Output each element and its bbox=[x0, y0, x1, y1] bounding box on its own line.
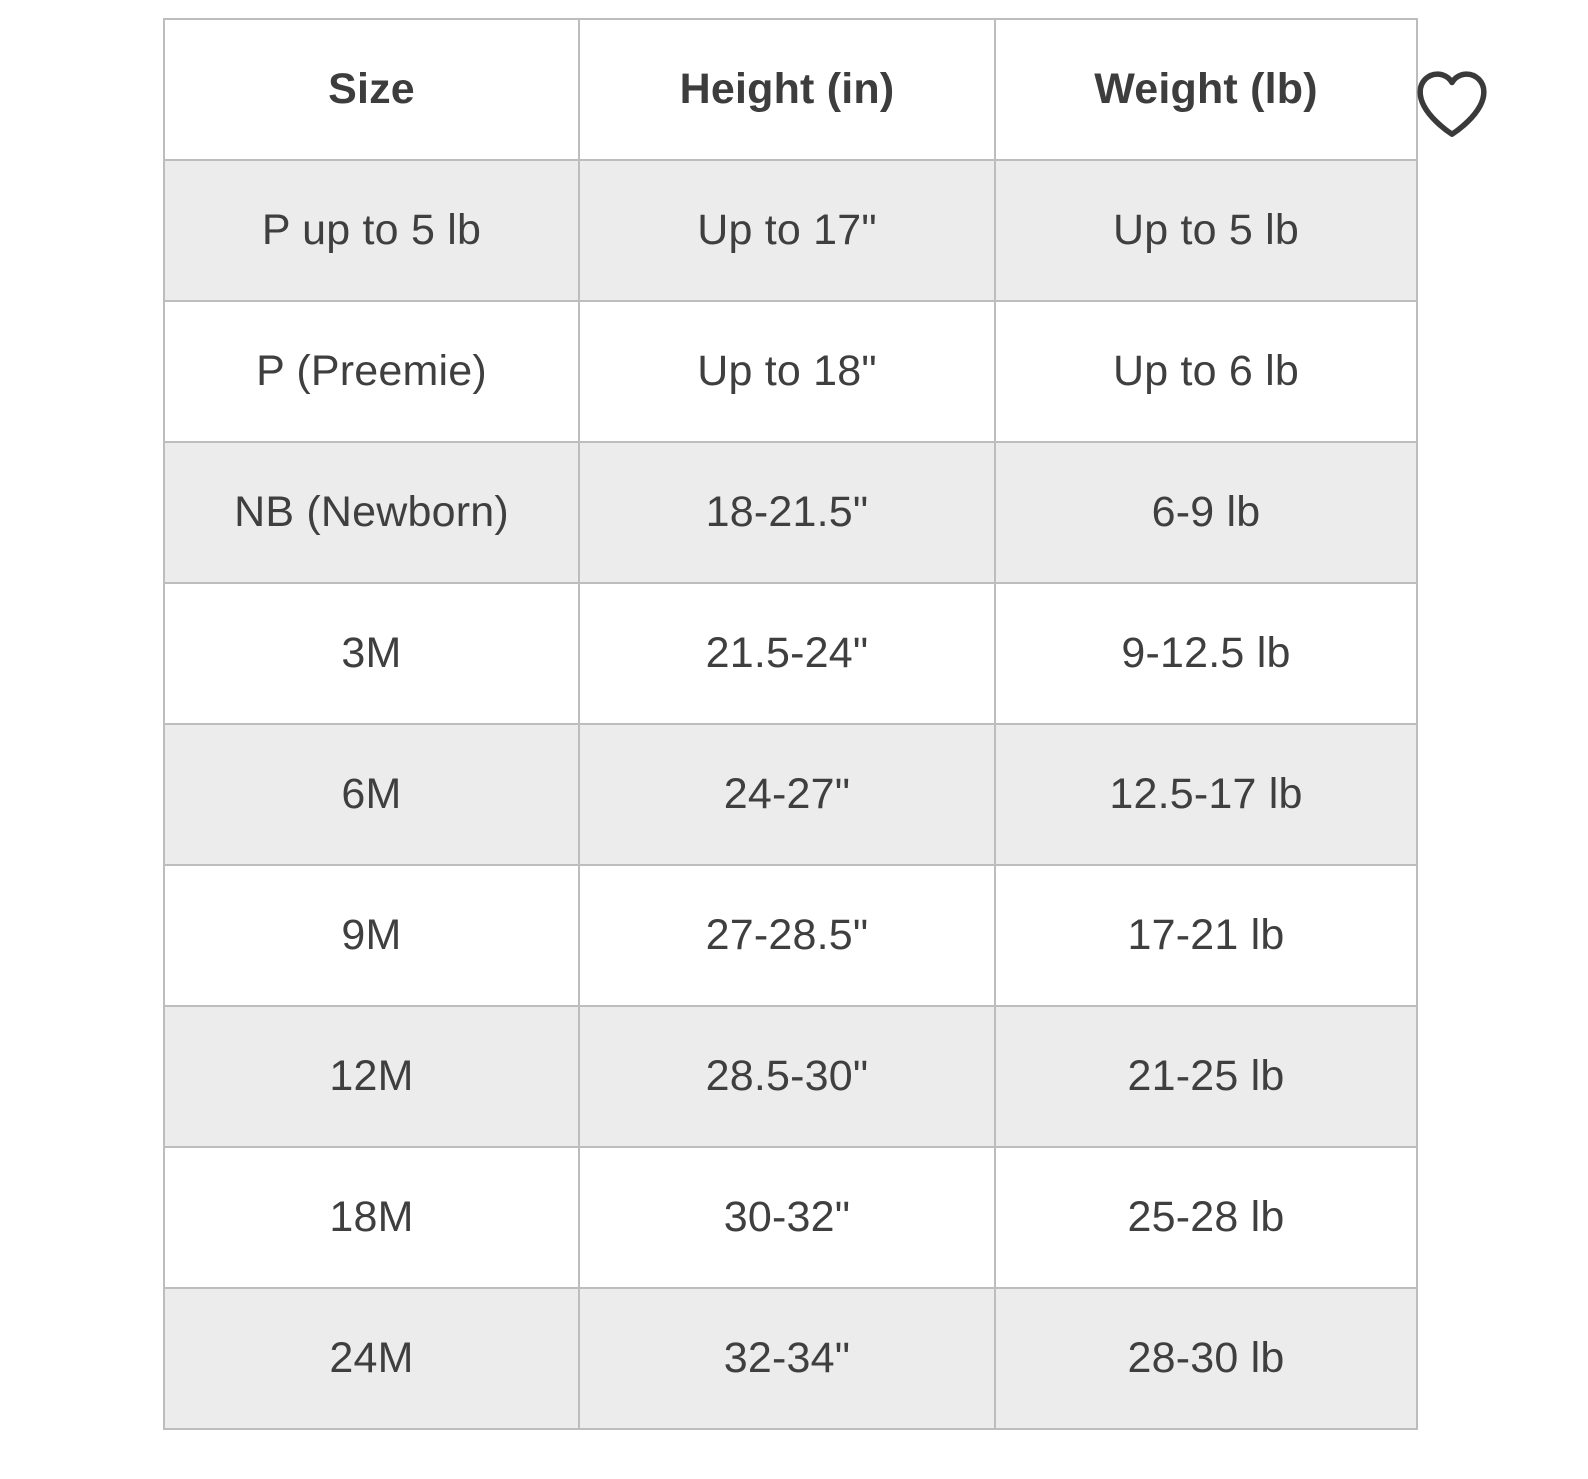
cell-height: 24-27" bbox=[579, 724, 995, 865]
size-chart-header bbox=[164, 19, 1417, 160]
cell-weight: Up to 6 lb bbox=[995, 301, 1417, 442]
cell-height: 30-32" bbox=[579, 1147, 995, 1288]
cell-weight: 21-25 lb bbox=[995, 1006, 1417, 1147]
header-row bbox=[164, 19, 1417, 160]
table-row bbox=[164, 160, 1417, 301]
size-chart-table bbox=[163, 18, 1418, 1430]
cell-weight: 17-21 lb bbox=[995, 865, 1417, 1006]
cell-size: 9M bbox=[164, 865, 579, 1006]
cell-weight: 12.5-17 lb bbox=[995, 724, 1417, 865]
cell-weight: 28-30 lb bbox=[995, 1288, 1417, 1429]
favorite-button[interactable] bbox=[1412, 66, 1492, 140]
cell-size: 6M bbox=[164, 724, 579, 865]
cell-weight: 25-28 lb bbox=[995, 1147, 1417, 1288]
table-row bbox=[164, 1006, 1417, 1147]
header-height: Height (in) bbox=[579, 19, 995, 160]
cell-height: 18-21.5" bbox=[579, 442, 995, 583]
size-chart-body bbox=[164, 160, 1417, 1429]
table-row bbox=[164, 724, 1417, 865]
cell-height: 21.5-24" bbox=[579, 583, 995, 724]
cell-size: 3M bbox=[164, 583, 579, 724]
cell-height: 32-34" bbox=[579, 1288, 995, 1429]
cell-height: Up to 17" bbox=[579, 160, 995, 301]
cell-weight: 9-12.5 lb bbox=[995, 583, 1417, 724]
cell-height: 27-28.5" bbox=[579, 865, 995, 1006]
cell-weight: Up to 5 lb bbox=[995, 160, 1417, 301]
cell-size: NB (Newborn) bbox=[164, 442, 579, 583]
header-weight: Weight (lb) bbox=[995, 19, 1417, 160]
table-row bbox=[164, 301, 1417, 442]
table-row bbox=[164, 1147, 1417, 1288]
cell-weight: 6-9 lb bbox=[995, 442, 1417, 583]
cell-size: 18M bbox=[164, 1147, 579, 1288]
cell-size: P up to 5 lb bbox=[164, 160, 579, 301]
cell-height: 28.5-30" bbox=[579, 1006, 995, 1147]
cell-size: P (Preemie) bbox=[164, 301, 579, 442]
table-row bbox=[164, 1288, 1417, 1429]
heart-outline-icon bbox=[1413, 67, 1491, 139]
cell-size: 12M bbox=[164, 1006, 579, 1147]
table-row bbox=[164, 583, 1417, 724]
table-row bbox=[164, 865, 1417, 1006]
table-row bbox=[164, 442, 1417, 583]
header-size: Size bbox=[164, 19, 579, 160]
cell-size: 24M bbox=[164, 1288, 579, 1429]
cell-height: Up to 18" bbox=[579, 301, 995, 442]
